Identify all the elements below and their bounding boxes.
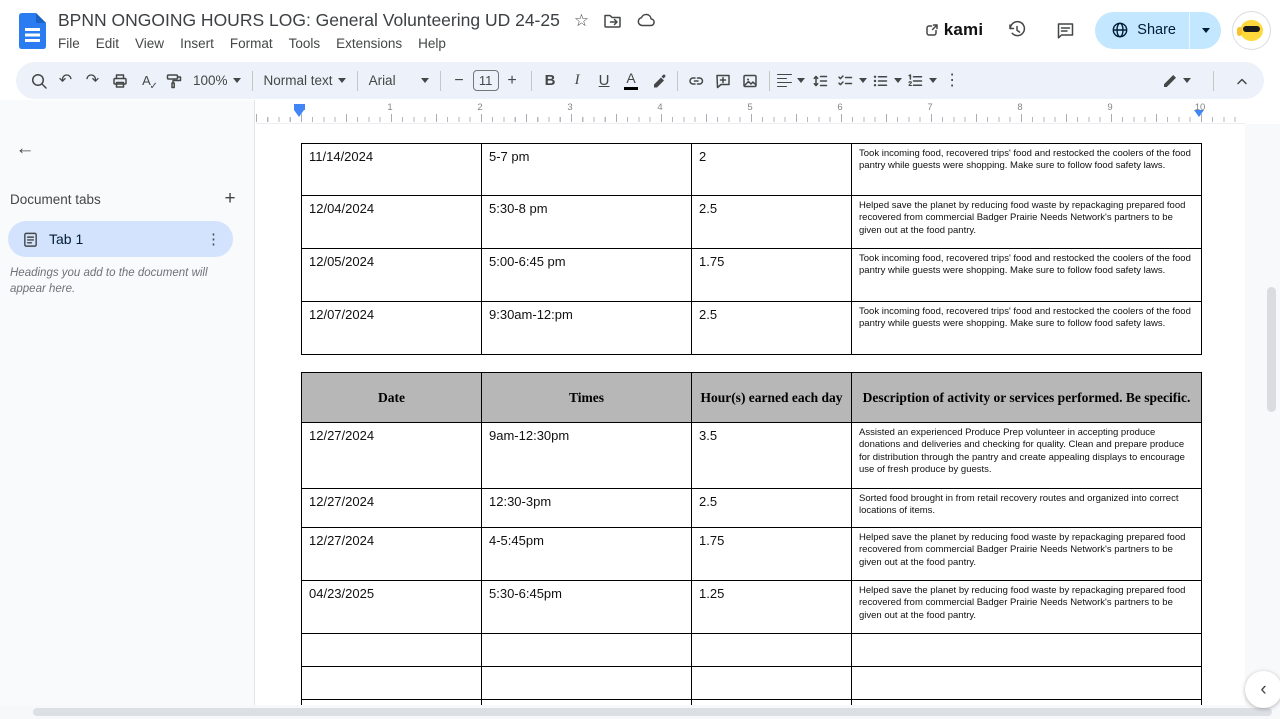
align-left-icon bbox=[777, 74, 792, 88]
cell-description[interactable]: Assisted an experienced Produce Prep volunteer in accepting produce donations and deliveries and checking for quality. Clean and prepare produce for distribution through the pantry and create appealing displays to encourage use of fresh produce by guests. bbox=[852, 423, 1202, 489]
cell-date[interactable]: 12/04/2024 bbox=[302, 196, 482, 249]
table-row-empty bbox=[302, 667, 1202, 700]
ruler-number: 2 bbox=[477, 102, 483, 113]
search-menus-button[interactable] bbox=[25, 67, 52, 95]
print-icon bbox=[111, 72, 129, 90]
cell-times[interactable]: 5:30-8 pm bbox=[482, 196, 692, 249]
pencil-icon bbox=[1161, 72, 1178, 89]
cell-date[interactable]: 12/27/2024 bbox=[302, 489, 482, 528]
bold-icon: B bbox=[544, 72, 556, 89]
collapse-side-panel-button[interactable] bbox=[1245, 671, 1280, 708]
left-indent-marker[interactable] bbox=[294, 104, 305, 117]
ruler-major-ticks bbox=[256, 114, 1245, 122]
cell-description[interactable]: Helped save the planet by reducing food waste by repackaging prepared food recovered from commercial Badger Prairie Needs Network's partners to be given out at the food pantry. bbox=[852, 581, 1202, 634]
menu-help[interactable]: Help bbox=[418, 36, 446, 51]
ruler-number: 10 bbox=[1194, 102, 1206, 113]
ruler-number: 1 bbox=[387, 102, 393, 113]
add-comment-button[interactable] bbox=[710, 67, 737, 95]
avatar-emoji-face bbox=[1240, 20, 1263, 41]
external-link-icon bbox=[925, 23, 939, 37]
styles-value: Normal text bbox=[263, 73, 333, 88]
ruler-number: 9 bbox=[1107, 102, 1113, 113]
cell-empty[interactable] bbox=[482, 667, 692, 700]
cell-description[interactable]: Took incoming food, recovered trips' food and restocked the coolers of the food pantry while guests were shopping. Make sure to follow food safety laws. bbox=[852, 144, 1202, 196]
cell-date[interactable]: 11/14/2024 bbox=[302, 144, 482, 196]
column-header[interactable]: Description of activity or services performed. Be specific. bbox=[852, 373, 1202, 423]
line-spacing-button[interactable] bbox=[807, 67, 834, 95]
increase-font-size-button[interactable] bbox=[499, 67, 526, 95]
link-icon bbox=[687, 72, 705, 90]
chevron-down-icon bbox=[929, 78, 937, 83]
ruler-number: 7 bbox=[927, 102, 933, 113]
plus-icon: + bbox=[507, 71, 517, 89]
share-dropdown-button[interactable] bbox=[1189, 12, 1221, 49]
chevron-down-icon bbox=[338, 78, 346, 83]
cell-description[interactable]: Helped save the planet by reducing food waste by repackaging prepared food recovered from commercial Badger Prairie Needs Network's partners to be given out at the food pantry. bbox=[852, 528, 1202, 581]
cell-hours[interactable]: 1.25 bbox=[692, 581, 852, 634]
document-page[interactable] bbox=[256, 124, 1245, 719]
user-avatar[interactable] bbox=[1233, 12, 1270, 49]
show-comments-button[interactable] bbox=[1047, 12, 1083, 48]
redo-button[interactable] bbox=[79, 67, 106, 95]
cell-times[interactable]: 9:30am-12:pm bbox=[482, 302, 692, 355]
add-comment-icon bbox=[714, 72, 732, 90]
chevron-down-icon bbox=[233, 78, 241, 83]
font-value: Arial bbox=[368, 73, 396, 88]
vertical-scrollbar[interactable] bbox=[1267, 287, 1276, 412]
table-row bbox=[302, 581, 1202, 634]
paragraph-styles-select[interactable] bbox=[258, 67, 352, 95]
ruler-number: 5 bbox=[747, 102, 753, 113]
cell-hours[interactable]: 3.5 bbox=[692, 423, 852, 489]
star-icon[interactable]: ☆ bbox=[573, 10, 590, 30]
cell-date[interactable]: 04/23/2025 bbox=[302, 581, 482, 634]
history-icon bbox=[1006, 19, 1028, 41]
cell-empty[interactable] bbox=[302, 667, 482, 700]
tabs-panel-title: Document tabs bbox=[10, 191, 101, 207]
zoom-select[interactable] bbox=[187, 67, 247, 95]
ruler-number: 6 bbox=[837, 102, 843, 113]
cell-date[interactable]: 12/07/2024 bbox=[302, 302, 482, 355]
editing-mode-button[interactable] bbox=[1153, 67, 1199, 95]
bulleted-list-icon bbox=[871, 72, 889, 90]
zoom-value: 100% bbox=[193, 73, 228, 88]
chevron-left-icon: ‹ bbox=[1260, 678, 1267, 700]
menu-format[interactable]: Format bbox=[229, 36, 273, 51]
cell-hours[interactable]: 2.5 bbox=[692, 302, 852, 355]
italic-button[interactable] bbox=[564, 67, 591, 95]
align-button[interactable] bbox=[775, 67, 807, 95]
app-header bbox=[0, 0, 1280, 60]
chevron-down-icon bbox=[1183, 78, 1191, 83]
tabs-hint-text: Headings you add to the document will appear here. bbox=[10, 267, 208, 295]
minus-icon: − bbox=[454, 71, 464, 89]
move-to-folder-icon[interactable] bbox=[603, 11, 622, 30]
cell-hours[interactable]: 1.75 bbox=[692, 249, 852, 302]
menu-bar bbox=[50, 33, 454, 54]
numbered-list-button[interactable] bbox=[904, 67, 939, 95]
cell-hours[interactable]: 2.5 bbox=[692, 196, 852, 249]
ruler-number: 4 bbox=[657, 102, 663, 113]
cell-hours[interactable]: 2 bbox=[692, 144, 852, 196]
tab-document-icon bbox=[22, 231, 39, 248]
toolbar bbox=[16, 62, 1264, 99]
comments-icon bbox=[1055, 20, 1076, 41]
table-row bbox=[302, 302, 1202, 355]
collapse-toolbar-button[interactable] bbox=[1228, 67, 1255, 95]
menu-tools[interactable]: Tools bbox=[288, 36, 321, 51]
cell-times[interactable]: 5:30-6:45pm bbox=[482, 581, 692, 634]
search-icon bbox=[30, 72, 48, 90]
table-row bbox=[302, 144, 1202, 196]
cell-date[interactable]: 12/05/2024 bbox=[302, 249, 482, 302]
ruler[interactable] bbox=[256, 100, 1245, 124]
document-tabs-sidebar bbox=[0, 100, 255, 719]
redo-icon: ↷ bbox=[85, 71, 100, 89]
cell-description[interactable]: Sorted food brought in from retail recovery routes and organized into correct locations of items. bbox=[852, 489, 1202, 528]
paint-roller-icon bbox=[165, 72, 183, 90]
share-button[interactable] bbox=[1095, 12, 1189, 49]
tab-options-button[interactable]: ⋮ bbox=[206, 231, 221, 248]
cloud-saved-icon[interactable] bbox=[636, 11, 656, 30]
cell-hours[interactable]: 2.5 bbox=[692, 489, 852, 528]
bulleted-list-button[interactable] bbox=[869, 67, 904, 95]
table-header-row bbox=[302, 373, 1202, 423]
table-row bbox=[302, 489, 1202, 528]
menu-extensions[interactable]: Extensions bbox=[336, 36, 403, 51]
table-row bbox=[302, 423, 1202, 489]
undo-icon: ↶ bbox=[58, 71, 73, 89]
paint-format-button[interactable] bbox=[160, 67, 187, 95]
cell-description[interactable]: Took incoming food, recovered trips' food and restocked the coolers of the food pantry while guests were shopping. Make sure to follow food safety laws. bbox=[852, 302, 1202, 355]
version-history-button[interactable] bbox=[999, 12, 1035, 48]
chevron-down-icon bbox=[859, 78, 867, 83]
print-button[interactable] bbox=[106, 67, 133, 95]
cell-times[interactable]: 4-5:45pm bbox=[482, 528, 692, 581]
horizontal-scrollbar[interactable] bbox=[33, 708, 1272, 716]
add-tab-button[interactable]: + bbox=[224, 188, 236, 209]
underline-button[interactable] bbox=[591, 67, 618, 95]
cell-empty[interactable] bbox=[852, 634, 1202, 667]
numbered-list-icon bbox=[906, 72, 924, 90]
menu-file[interactable]: File bbox=[58, 36, 80, 51]
line-spacing-icon bbox=[811, 72, 829, 90]
cell-date[interactable]: 12/27/2024 bbox=[302, 528, 482, 581]
hours-table-1 bbox=[301, 143, 1202, 355]
undo-button[interactable] bbox=[52, 67, 79, 95]
more-toolbar-options-button[interactable] bbox=[939, 67, 966, 95]
spelling-check-button[interactable] bbox=[133, 67, 160, 95]
spellcheck-icon: A ✓ bbox=[142, 73, 158, 92]
table-row bbox=[302, 249, 1202, 302]
insert-link-button[interactable] bbox=[683, 67, 710, 95]
horizontal-scrollbar-track bbox=[0, 705, 1280, 719]
chevron-down-icon bbox=[894, 78, 902, 83]
column-header[interactable]: Date bbox=[302, 373, 482, 423]
font-size-input[interactable]: 11 bbox=[473, 70, 499, 91]
cell-date[interactable]: 12/27/2024 bbox=[302, 423, 482, 489]
cell-times[interactable]: 5:00-6:45 pm bbox=[482, 249, 692, 302]
document-canvas bbox=[256, 124, 1280, 719]
cell-empty[interactable] bbox=[692, 634, 852, 667]
column-header[interactable]: Times bbox=[482, 373, 692, 423]
kami-extension-button[interactable] bbox=[921, 18, 988, 42]
kami-label: kami bbox=[943, 20, 984, 39]
chevron-down-icon bbox=[421, 78, 429, 83]
chevron-up-icon bbox=[1234, 73, 1250, 89]
google-docs-logo-icon[interactable] bbox=[19, 13, 46, 49]
decrease-font-size-button[interactable] bbox=[446, 67, 473, 95]
menu-edit[interactable]: Edit bbox=[95, 36, 120, 51]
cell-times[interactable]: 9am-12:30pm bbox=[482, 423, 692, 489]
share-label: Share bbox=[1137, 22, 1176, 38]
menu-insert[interactable]: Insert bbox=[180, 36, 214, 51]
insert-image-button[interactable] bbox=[737, 67, 764, 95]
table-row bbox=[302, 528, 1202, 581]
table-row-empty bbox=[302, 634, 1202, 667]
bold-button[interactable] bbox=[537, 67, 564, 95]
cell-hours[interactable]: 1.75 bbox=[692, 528, 852, 581]
checklist-icon bbox=[836, 72, 854, 90]
image-icon bbox=[741, 72, 759, 90]
hours-table-2 bbox=[301, 372, 1202, 719]
chevron-down-icon bbox=[797, 78, 805, 83]
menu-view[interactable]: View bbox=[135, 36, 165, 51]
ruler-number: 3 bbox=[567, 102, 573, 113]
font-select[interactable] bbox=[363, 67, 435, 95]
highlighter-icon bbox=[650, 72, 667, 89]
highlight-color-button[interactable] bbox=[645, 67, 672, 95]
close-tabs-panel-button[interactable]: ← bbox=[15, 138, 35, 159]
cell-times[interactable]: 12:30-3pm bbox=[482, 489, 692, 528]
ruler-number: 8 bbox=[1017, 102, 1023, 113]
underline-icon: U bbox=[598, 72, 610, 89]
cell-empty[interactable] bbox=[852, 667, 1202, 700]
italic-icon: I bbox=[574, 72, 580, 88]
text-color-button[interactable] bbox=[618, 67, 645, 95]
column-header[interactable]: Hour(s) earned each day bbox=[692, 373, 852, 423]
checklist-button[interactable] bbox=[834, 67, 869, 95]
more-vertical-icon: ⋮ bbox=[944, 71, 961, 89]
document-title[interactable]: BPNN ONGOING HOURS LOG: General Volunteering UD 24-25 bbox=[58, 10, 560, 30]
cell-description[interactable]: Helped save the planet by reducing food waste by repackaging prepared food recovered from commercial Badger Prairie Needs Network's partners to be given out at the food pantry. bbox=[852, 196, 1202, 249]
tab-label: Tab 1 bbox=[49, 231, 84, 247]
sidebar-item-tab1[interactable] bbox=[8, 221, 233, 257]
table-row bbox=[302, 196, 1202, 249]
text-color-icon: A bbox=[623, 70, 638, 91]
cell-empty[interactable] bbox=[482, 634, 692, 667]
globe-icon bbox=[1111, 21, 1129, 39]
cell-times[interactable]: 5-7 pm bbox=[482, 144, 692, 196]
cell-empty[interactable] bbox=[692, 667, 852, 700]
cell-empty[interactable] bbox=[302, 634, 482, 667]
cell-description[interactable]: Took incoming food, recovered trips' food and restocked the coolers of the food pantry while guests were shopping. Make sure to follow food safety laws. bbox=[852, 249, 1202, 302]
